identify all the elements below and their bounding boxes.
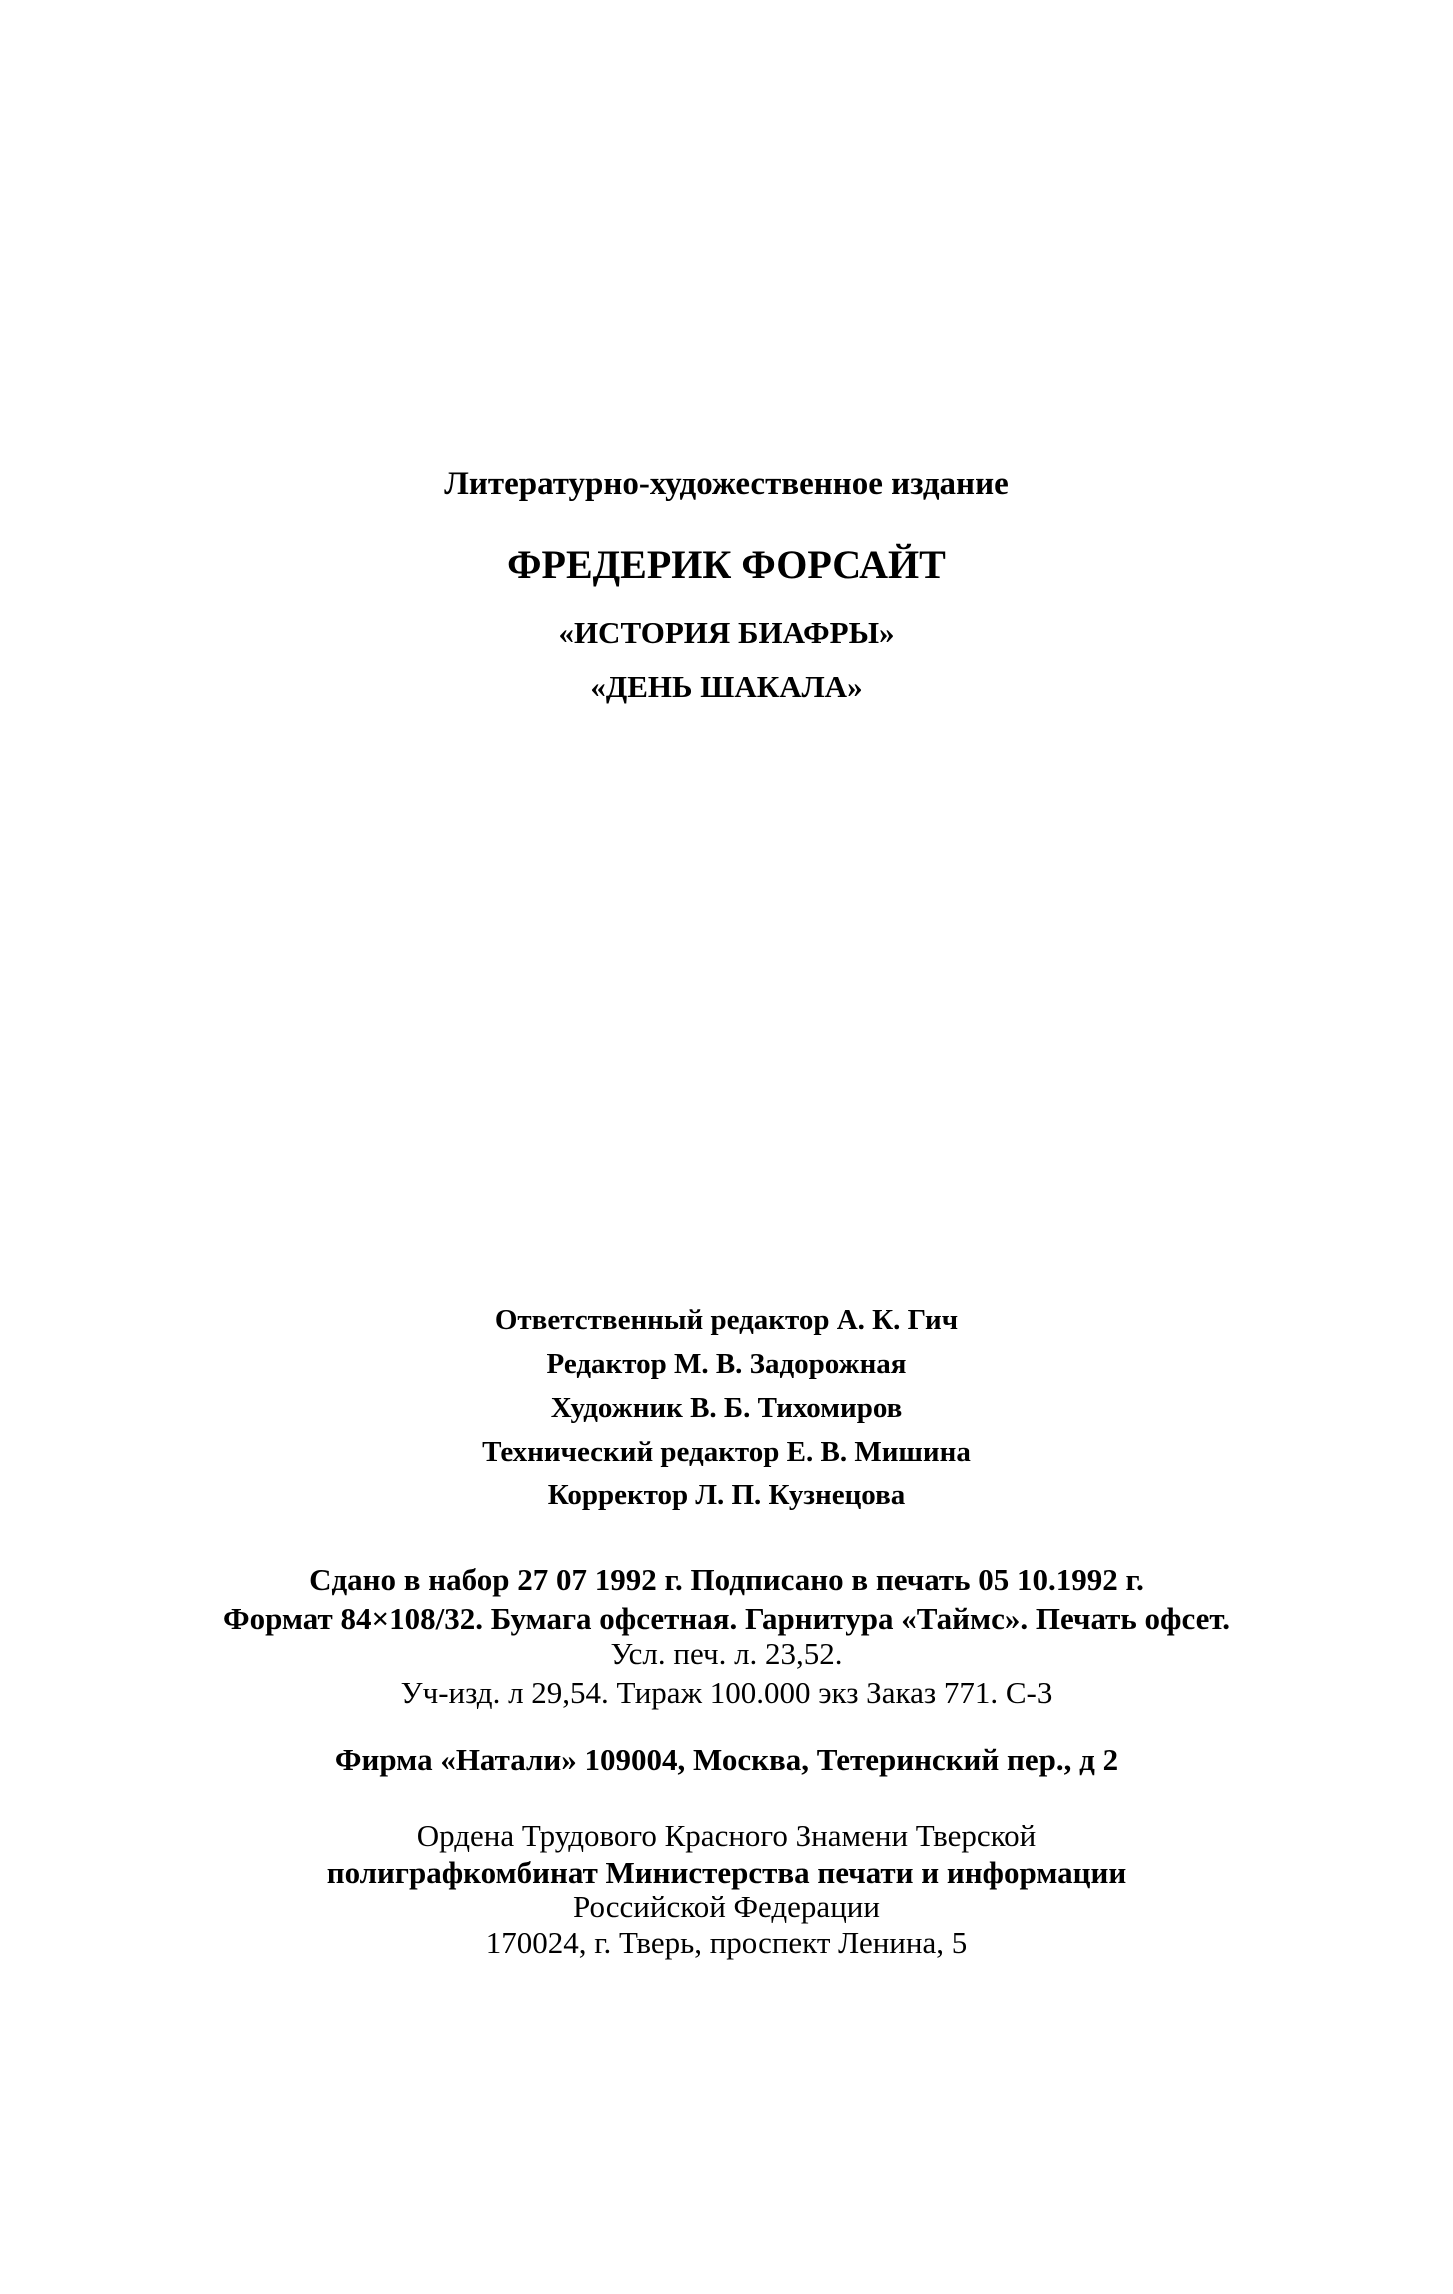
edition-type: Литературно-художественное издание (444, 466, 1009, 502)
imprint-print-sheets: Усл. печ. л. 23,52. (610, 1636, 843, 1671)
credit-technical-editor: Технический редактор Е. В. Мишина (482, 1436, 971, 1468)
credit-editor: Редактор М. В. Задорожная (546, 1348, 907, 1380)
printer-address: 170024, г. Тверь, проспект Ленина, 5 (485, 1925, 968, 1960)
credit-responsible-editor: Ответственный редактор А. К. Гич (494, 1304, 959, 1336)
imprint-circulation: Уч-изд. л 29,54. Тираж 100.000 экз Заказ 771. С-3 (400, 1675, 1053, 1710)
imprint-dates: Сдано в набор 27 07 1992 г. Подписано в печать 05 10.1992 г. (309, 1562, 1144, 1597)
author-name: ФРЕДЕРИК ФОРСАЙТ (507, 542, 946, 587)
credit-proofreader: Корректор Л. П. Кузнецова (547, 1479, 906, 1511)
printer-line-3: Российской Федерации (573, 1889, 880, 1924)
book-title-biafra: «ИСТОРИЯ БИАФРЫ» (558, 615, 895, 650)
publisher-address: Фирма «Натали» 109004, Москва, Тетеринский пер., д 2 (334, 1742, 1119, 1777)
printer-line-2: полиграфкомбинат Министерства печати и информации (326, 1855, 1127, 1890)
imprint-format: Формат 84×108/32. Бумага офсетная. Гарнитура «Таймс». Печать офсет. (222, 1601, 1231, 1636)
printer-line-1: Ордена Трудового Красного Знамени Тверской (416, 1818, 1037, 1853)
book-title-jackal: «ДЕНЬ ШАКАЛА» (590, 669, 863, 704)
credit-artist: Художник В. Б. Тихомиров (550, 1392, 903, 1424)
